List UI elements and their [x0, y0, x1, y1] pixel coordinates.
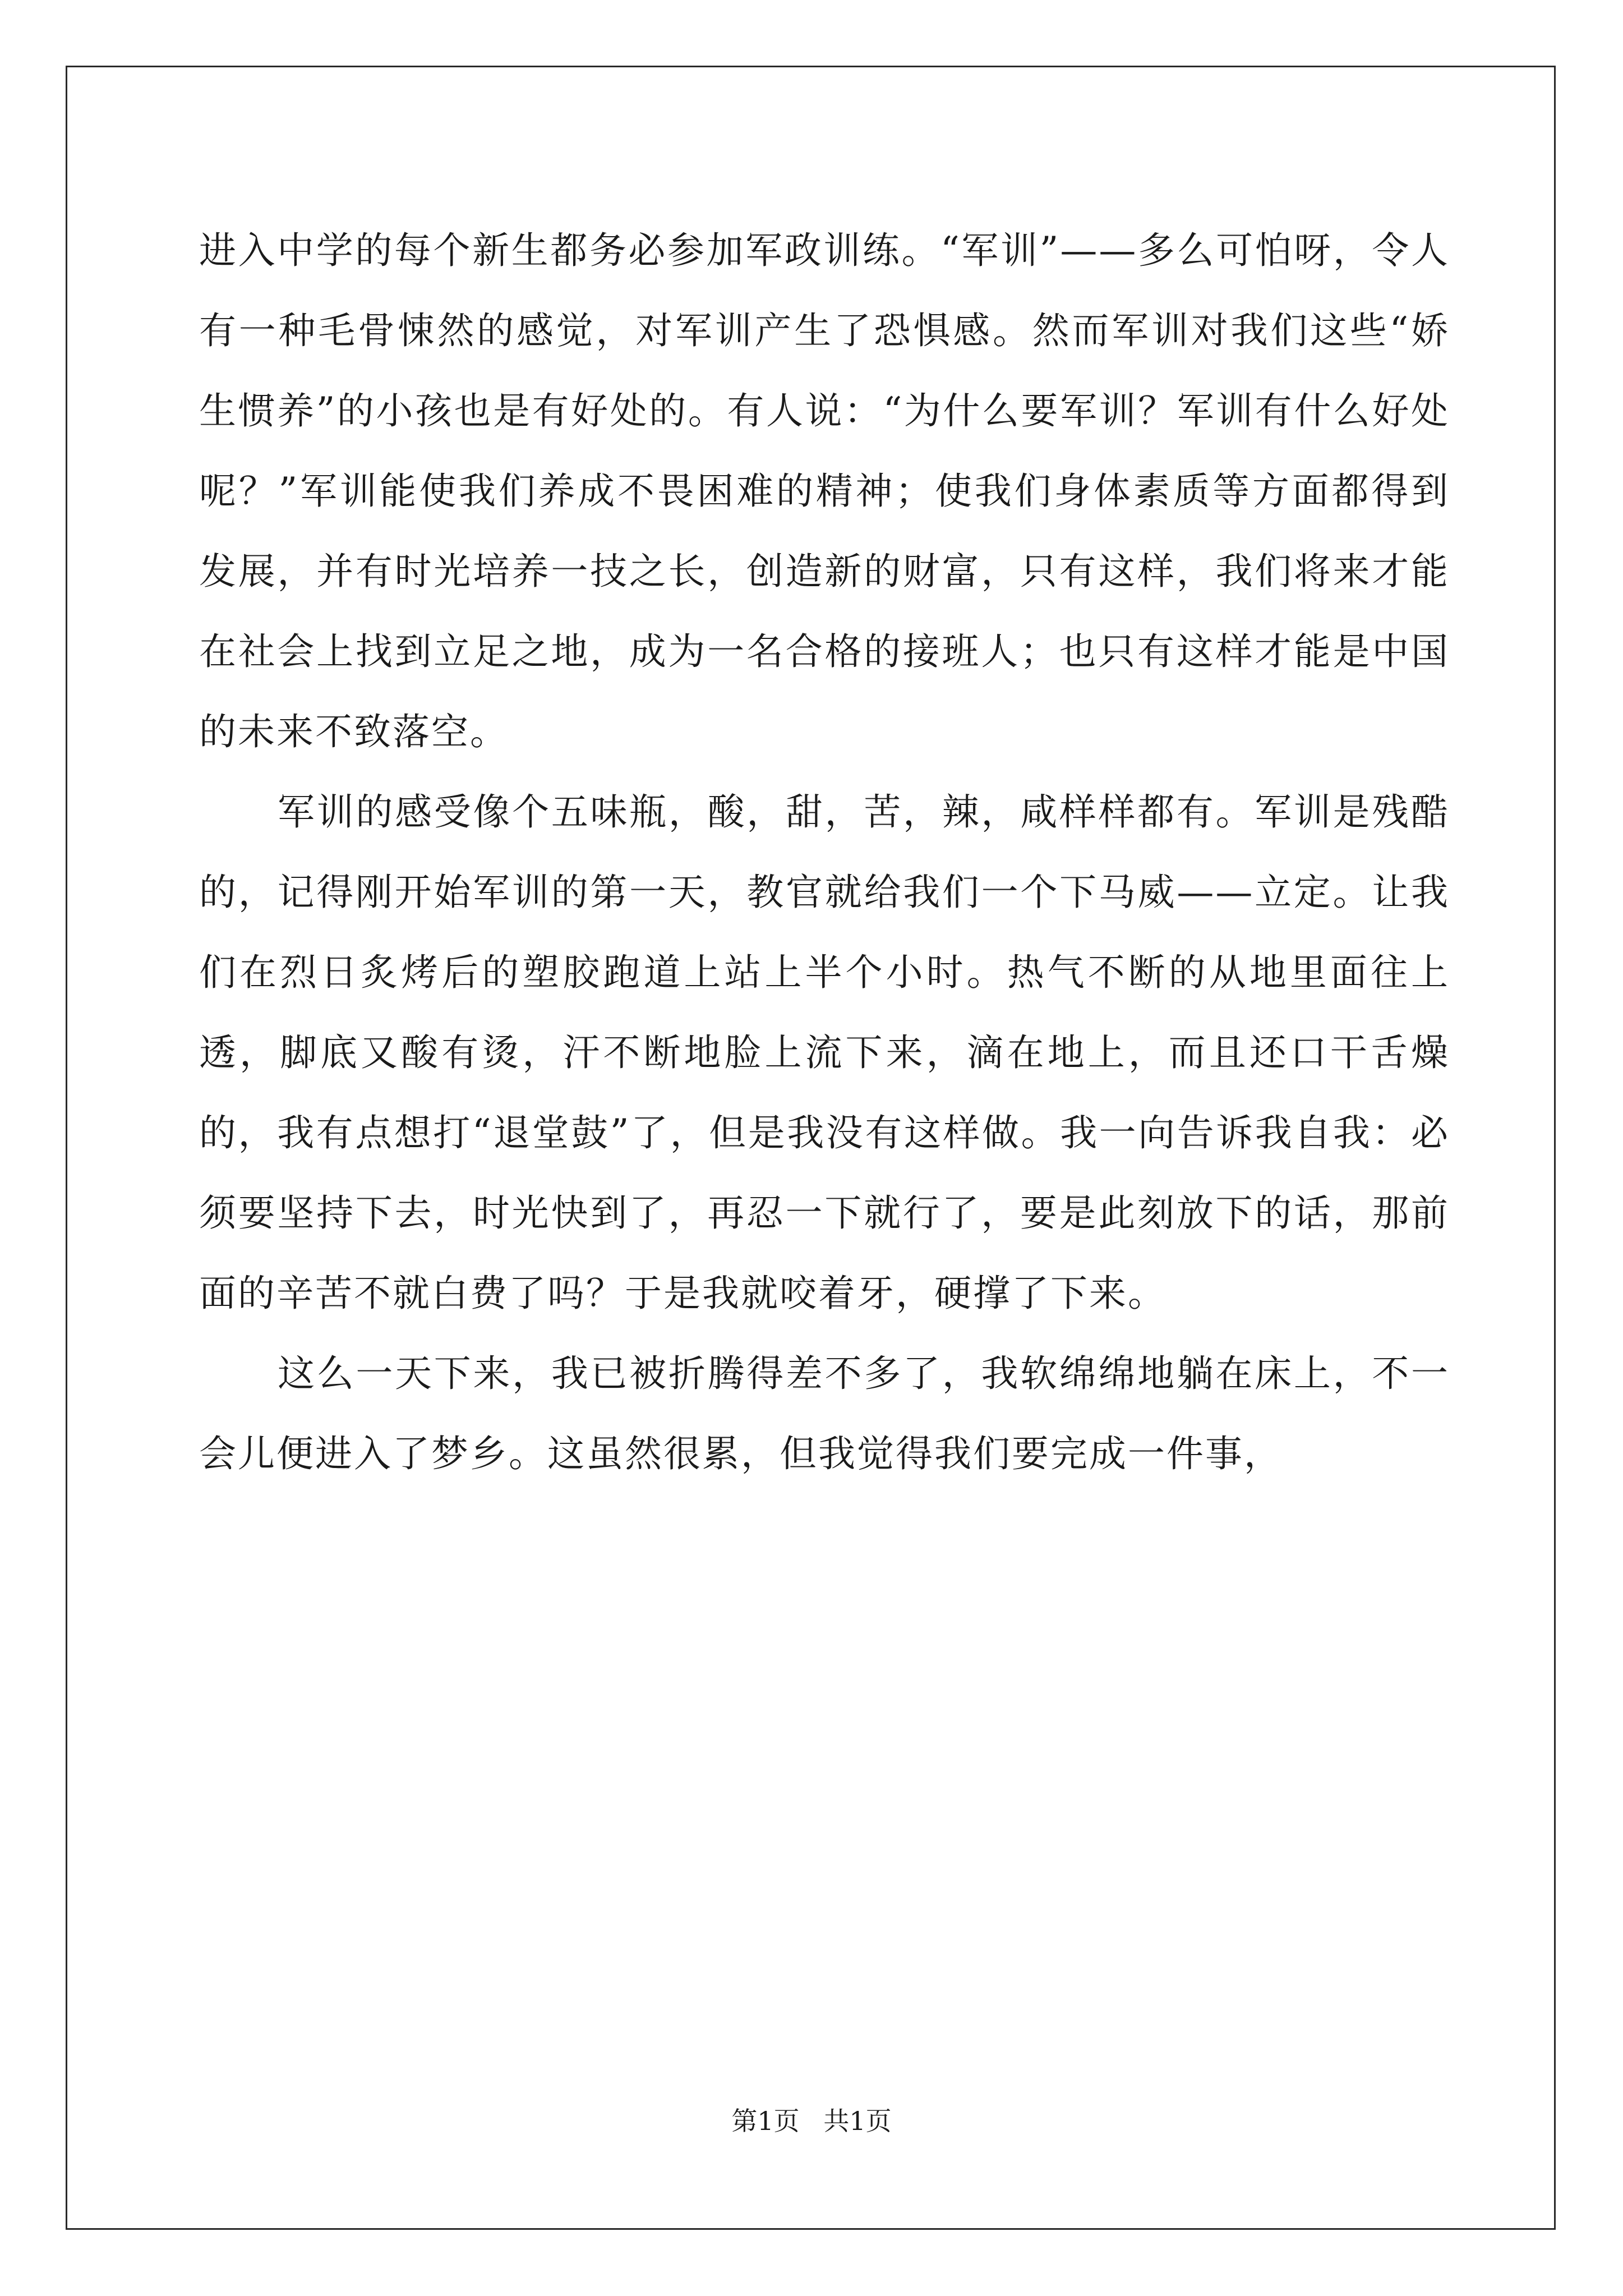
document-body — [199, 210, 1450, 1494]
page-total: 共1页 — [823, 2106, 892, 2136]
page-footer — [0, 2101, 1623, 2138]
paragraph-3: 这么一天下来，我已被折腾得差不多了，我软绵绵地躺在床上，不一会儿便进入了梦乡。这虽然很累，但我觉得我们要完成一件事， — [199, 1352, 1450, 1475]
paragraph-2: 军训的感受像个五味瓶，酸，甜，苦，辣，咸样样都有。军训是残酷的，记得刚开始军训的第一天，教官就给我们一个下马威——立定。让我们在烈日炙烤后的塑胶跑道上站上半个小时。热气不断的从地里面往上透，脚底又酸有烫，汗不断地脸上流下来，滴在地上，而且还口干舌燥的，我有点想打“退堂鼓”了，但是我没有这样做。我一向告诉我自我：必须要坚持下去，时光快到了，再忍一下就行了，要是此刻放下的话，那前面的辛苦不就白费了吗？于是我就咬着牙，硬撑了下来。 — [199, 790, 1450, 1315]
page-number: 第1页 — [731, 2106, 800, 2136]
paragraph-1: 进入中学的每个新生都务必参加军政训练。“军训”——多么可怕呀，令人有一种毛骨悚然的感觉，对军训产生了恐惧感。然而军训对我们这些“娇生惯养”的小孩也是有好处的。有人说：“为什么要军训？军训有什么好处呢？”军训能使我们养成不畏困难的精神；使我们身体素质等方面都得到发展，并有时光培养一技之长，创造新的财富，只有这样，我们将来才能在社会上找到立足之地，成为一名合格的接班人；也只有这样才能是中国的未来不致落空。 — [199, 229, 1450, 753]
